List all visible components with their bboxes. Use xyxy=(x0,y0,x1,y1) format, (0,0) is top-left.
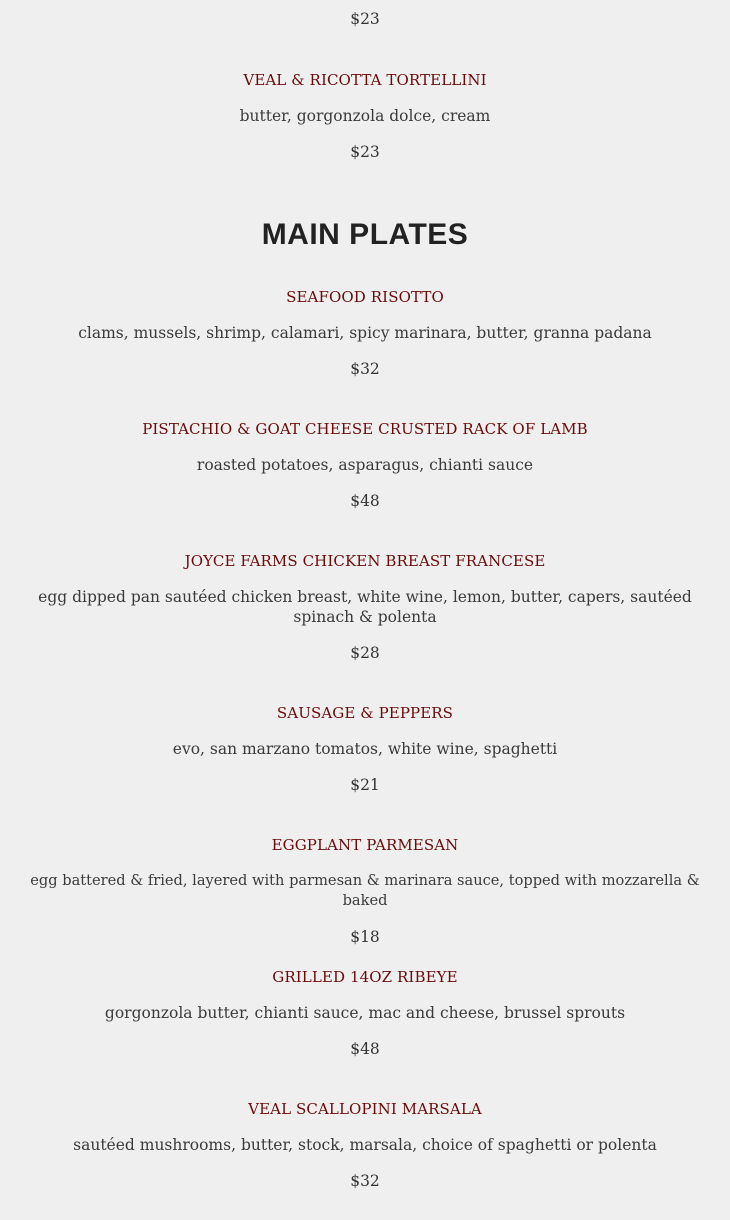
menu-item-seafood-risotto xyxy=(20,287,710,379)
menu-item-price: $21 xyxy=(350,776,380,794)
menu-item-name: VEAL SCALLOPINI MARSALA xyxy=(248,1100,482,1118)
menu-item-name: JOYCE FARMS CHICKEN BREAST FRANCESE xyxy=(184,552,546,570)
menu-item-description: egg battered & fried, layered with parmesan & marinara sauce, topped with mozzarella & baked xyxy=(30,872,700,909)
menu-item-rack-of-lamb xyxy=(20,419,710,511)
menu-item-description: egg dipped pan sautéed chicken breast, white wine, lemon, butter, capers, sautéed spinach & polenta xyxy=(38,588,692,626)
menu-item-sausage-peppers xyxy=(20,703,710,795)
menu-item-description: clams, mussels, shrimp, calamari, spicy marinara, butter, granna padana xyxy=(78,324,652,342)
menu-item-eggplant-parmesan xyxy=(6,835,724,947)
menu-item-name: VEAL & RICOTTA TORTELLINI xyxy=(243,71,487,89)
menu-item-price: $18 xyxy=(350,928,380,946)
menu-item-price: $23 xyxy=(350,143,380,161)
menu-item-price: $23 xyxy=(350,10,380,28)
menu-item-price: $32 xyxy=(350,360,380,378)
menu-item-price: $28 xyxy=(350,644,380,662)
menu-item-name: EGGPLANT PARMESAN xyxy=(271,836,459,854)
menu-item-description: sautéed mushrooms, butter, stock, marsala, choice of spaghetti or polenta xyxy=(73,1136,657,1154)
menu-item-ribeye xyxy=(20,967,710,1059)
menu-item-veal-ricotta-tortellini xyxy=(20,70,710,162)
menu-item-name: SAUSAGE & PEPPERS xyxy=(276,704,454,722)
menu-item-name: PISTACHIO & GOAT CHEESE CRUSTED RACK OF LAMB xyxy=(142,420,588,438)
section-title-main-plates: MAIN PLATES xyxy=(261,218,469,251)
menu-item-chicken-francese xyxy=(30,551,700,663)
menu-item-price: $48 xyxy=(350,492,380,510)
menu-item-price: $48 xyxy=(350,1040,380,1058)
menu-item-price: $32 xyxy=(350,1172,380,1190)
menu-item-name: GRILLED 14OZ RIBEYE xyxy=(272,968,458,986)
menu-item-description: evo, san marzano tomatos, white wine, spaghetti xyxy=(172,740,558,758)
menu-item-description: butter, gorgonzola dolce, cream xyxy=(239,107,491,125)
menu-item-name: SEAFOOD RISOTTO xyxy=(286,288,444,306)
menu-item-description: gorgonzola butter, chianti sauce, mac and cheese, brussel sprouts xyxy=(104,1004,626,1022)
menu-item-description: roasted potatoes, asparagus, chianti sauce xyxy=(196,456,534,474)
menu-item-veal-scallopini-marsala xyxy=(20,1099,710,1191)
